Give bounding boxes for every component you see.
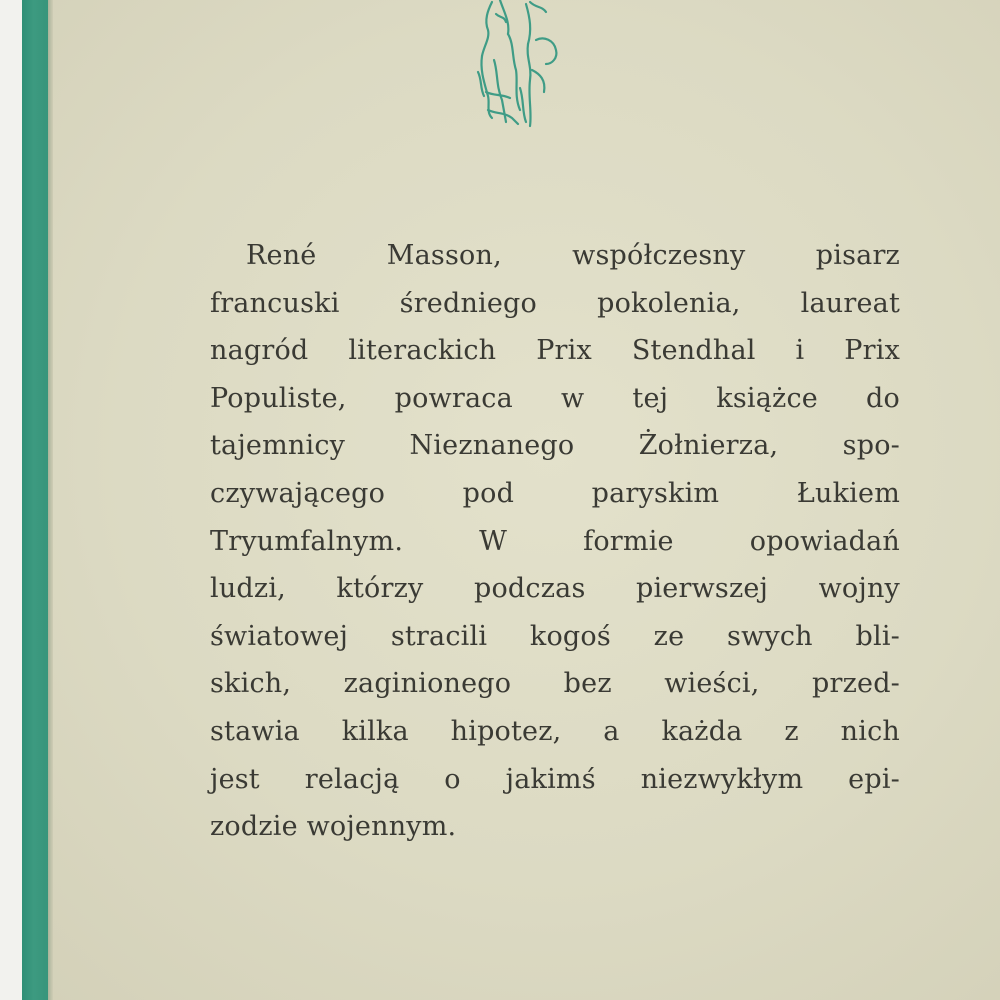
text-line: czywającego pod paryskim Łukiem [210, 477, 900, 509]
spine-shadow [48, 0, 53, 1000]
text-line: skich, zaginionego bez wieści, przed- [210, 668, 900, 700]
text-line: nagród literackich Prix Stendhal i Prix [210, 335, 900, 367]
text-line: Tryumfalnym. W formie opowiadań [210, 525, 900, 557]
page-edge [0, 0, 22, 1000]
text-line: ludzi, którzy podczas pierwszej wojny [210, 573, 900, 605]
text-line: światowej stracili kogoś ze swych bli- [210, 620, 900, 652]
text-line: jest relacją o jakimś niezwykłym epi- [210, 763, 900, 795]
text-line: Populiste, powraca w tej książce do [210, 382, 900, 414]
text-line: zodzie wojennym. [210, 811, 457, 843]
green-spine-stripe [22, 0, 48, 1000]
text-line: René Masson, współczesny pisarz [246, 240, 900, 271]
text-line: stawia kilka hipotez, a każda z nich [210, 715, 900, 747]
text-line: francuski średniego pokolenia, laureat [210, 287, 900, 319]
text-line: tajemnicy Nieznanego Żołnierza, spo- [210, 430, 900, 462]
figure-sketch-illustration-icon [470, 0, 590, 130]
book-description-text [210, 232, 900, 851]
